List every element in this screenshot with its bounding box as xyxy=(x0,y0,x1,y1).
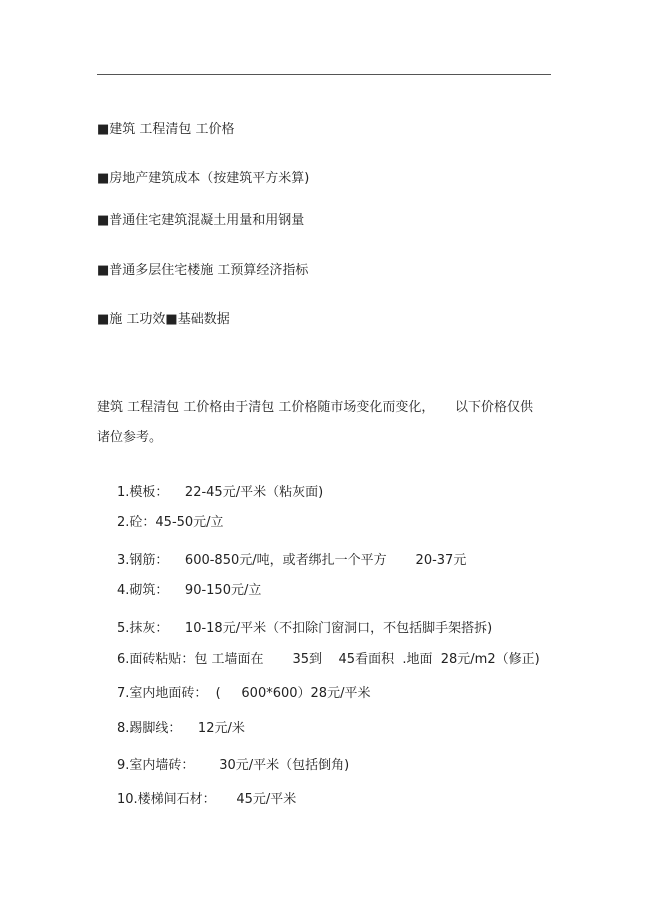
list-item: 2.砼：45-50元/立 xyxy=(117,515,224,530)
intro-line-1: 建筑 工程清包 工价格由于清包 工价格随市场变化而变化， 以下价格仅供 xyxy=(97,400,534,415)
list-item: 6.面砖粘贴：包 工墙面在 35到 45看面积 .地面 28元/m2（修正) xyxy=(117,652,540,667)
list-item: 10.楼梯间石材： 45元/平米 xyxy=(117,792,297,807)
list-item: 7.室内地面砖： ( 600*600）28元/平米 xyxy=(117,686,371,701)
list-item: 4.砌筑： 90-150元/立 xyxy=(117,583,262,598)
list-item: 3.钢筋： 600-850元/吨，或者绑扎一个平方 20-37元 xyxy=(117,553,467,568)
heading-2: ■房地产建筑成本（按建筑平方米算) xyxy=(97,171,310,186)
list-item: 8.踢脚线： 12元/米 xyxy=(117,721,245,736)
heading-4: ■普通多层住宅楼施 工预算经济指标 xyxy=(97,263,309,278)
list-item: 1.模板： 22-45元/平米（粘灰面) xyxy=(117,485,324,500)
heading-1: ■建筑 工程清包 工价格 xyxy=(97,122,235,137)
list-item: 9.室内墙砖： 30元/平米（包括倒角) xyxy=(117,758,350,773)
intro-line-2: 诸位参考。 xyxy=(97,430,163,445)
list-item: 5.抹灰： 10-18元/平米（不扣除门窗洞口，不包括脚手架搭拆) xyxy=(117,621,493,636)
heading-5: ■施 工功效■基础数据 xyxy=(97,312,230,327)
header-rule xyxy=(97,74,551,75)
heading-3: ■普通住宅建筑混凝土用量和用钢量 xyxy=(97,213,305,228)
